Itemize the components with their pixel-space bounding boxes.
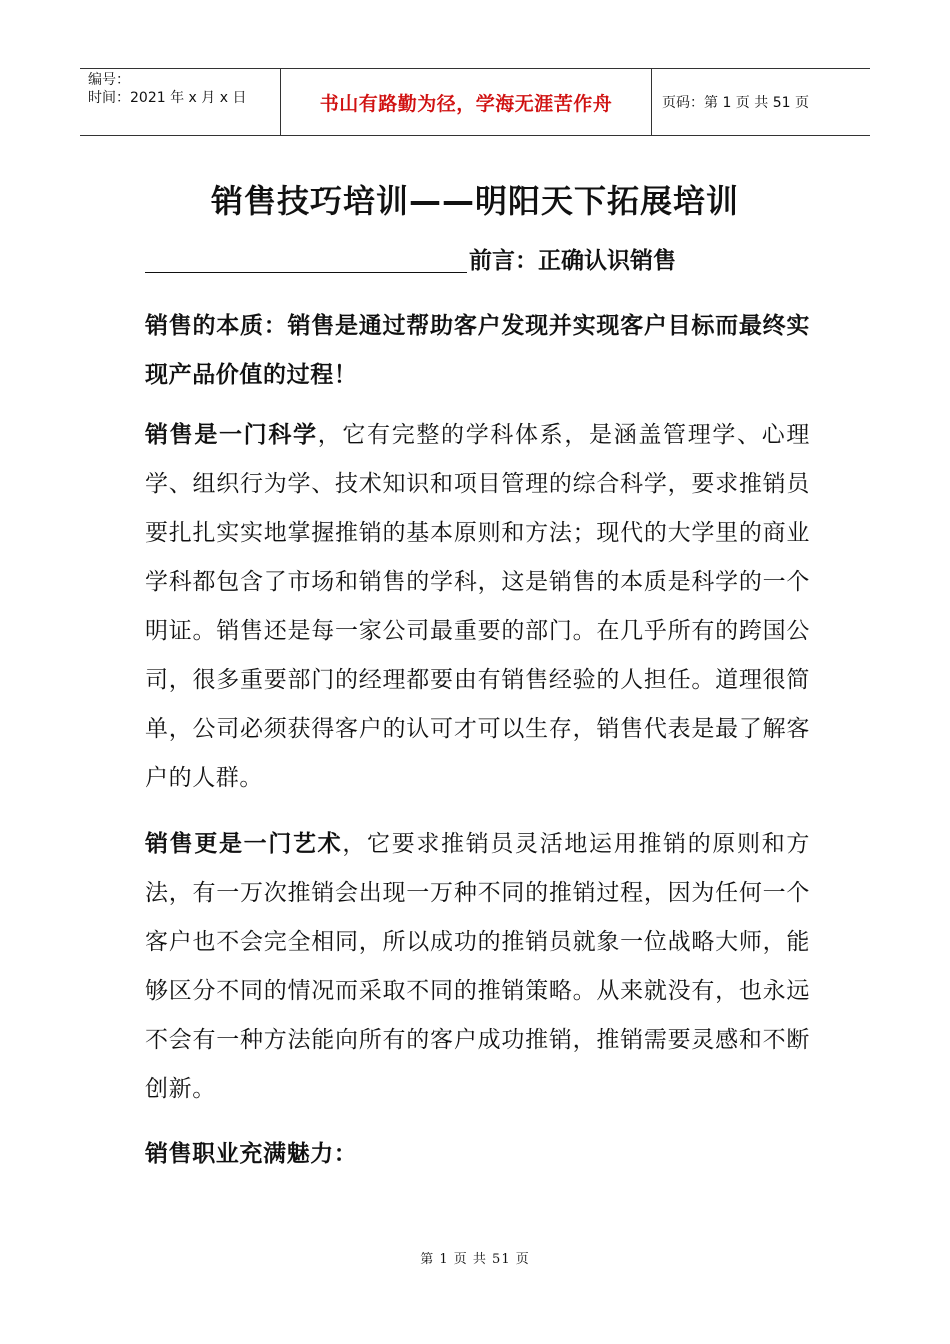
time-label: 时间：2021 年 x 月 x 日 [88,90,247,106]
header-motto: 书山有路勤为径，学海无涯苦作舟 [280,69,652,135]
career-heading: 销售职业充满魅力： [145,1141,358,1167]
serial-label: 编号： [88,72,130,88]
page-footer: 第 1 页 共 51 页 [420,1252,530,1267]
document-title: 销售技巧培训——明阳天下拓展培训 [210,182,739,220]
art-lead: 销售更是一门艺术 [145,831,343,857]
science-lead: 销售是一门科学 [145,422,318,448]
subtitle-text: 前言：正确认识销售 [469,248,676,274]
header-meta [80,69,280,135]
science-body: ，它有完整的学科体系，是涵盖管理学、心理学、组织行为学、技术知识和项目管理的综合科学，要求推销员要扎扎实实地掌握推销的基本原则和方法；现代的大学里的商业学科都包含了市场和销售的学科，这是销售的本质是科学的一个明证。销售还是每一家公司最重要的部门。在几乎所有的跨国公司，很多重要部门的经理都要由有销售经验的人担任。道理很简单，公司必须获得客户的认可才可以生存，销售代表是最了解客户的人群。 [145,422,811,791]
art-body: ，它要求推销员灵活地运用推销的原则和方法，有一万次推销会出现一万种不同的推销过程，因为任何一个客户也不会完全相同，所以成功的推销员就象一位战略大师，能够区分不同的情况而采取不同的推销策略。从来就没有，也永远不会有一种方法能向所有的客户成功推销，推销需要灵感和不断创新。 [145,831,810,1102]
header-page-number: 页码：第 1 页 共 51 页 [662,95,809,111]
document-header [80,68,870,136]
underline-rule [145,272,467,273]
science-paragraph [145,411,810,803]
section-subtitle [145,242,705,276]
art-paragraph [145,820,810,1114]
essence-paragraph: 销售的本质：销售是通过帮助客户发现并实现客户目标而最终实现产品价值的过程！ [145,313,810,388]
